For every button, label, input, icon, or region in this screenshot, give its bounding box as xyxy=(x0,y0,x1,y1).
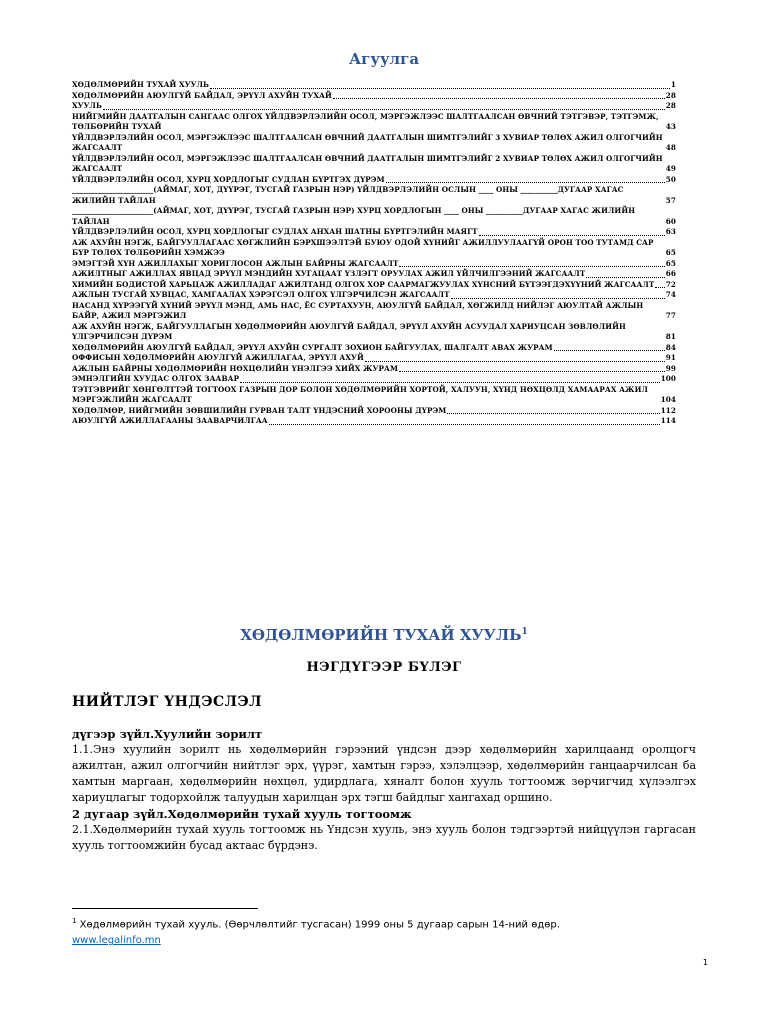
toc-entry-page: 66 xyxy=(665,269,676,278)
table-of-contents xyxy=(72,80,676,427)
toc-entry-text: ХИМИЙН БОДИСТОЙ ХАРЬЦАЖ АЖИЛЛАДАГ АЖИЛТАНД ОЛГОХ ХОР СААРМАГЖУУЛАХ ХҮНСНИЙ БҮТЭЭГДЭХҮҮНИЙ ЖАГСААЛТ xyxy=(72,279,655,289)
footnote-link[interactable]: www.legalinfo.mn xyxy=(72,935,161,947)
toc-entry-page: 99 xyxy=(665,363,676,373)
toc-entry-page: 50 xyxy=(665,174,676,184)
toc-entry[interactable] xyxy=(72,280,676,291)
toc-entry[interactable] xyxy=(72,206,676,227)
toc-entry-text: ЭМНЭЛГИЙН ХУУДАС ОЛГОХ ЗААВАР xyxy=(72,374,240,383)
toc-entry-text: АЮУЛГҮЙ АЖИЛЛАГААНЫ ЗААВАРЧИЛГАА xyxy=(72,416,268,425)
toc-dot-leader xyxy=(333,97,665,99)
toc-entry-page: 91 xyxy=(665,353,676,362)
toc-dot-leader xyxy=(210,87,670,89)
toc-dot-leader xyxy=(399,370,665,372)
toc-dot-leader xyxy=(240,381,660,383)
toc-entry-page: 114 xyxy=(660,416,676,425)
toc-entry-text: АЖ АХУЙН НЭГЖ, БАЙГУУЛЛАГЫН ХӨДӨЛМӨРИЙН АЮУЛГҮЙ БАЙДАЛ, ЭРҮҮЛ АХУЙН АСУУДАЛ ХАРИУЦСАН ЗӨВЛӨЛИЙН ҮЛГЭРЧИЛСЭН ДҮРЭМ xyxy=(72,321,626,341)
toc-entry-page: 84 xyxy=(665,342,676,352)
toc-dot-leader xyxy=(399,265,664,267)
toc-dot-leader xyxy=(269,423,660,425)
toc-entry-page: 72 xyxy=(665,279,676,289)
toc-entry-page: 63 xyxy=(665,227,676,236)
toc-entry[interactable] xyxy=(72,290,676,301)
toc-entry-text: ТЭТГЭВРИЙГ ХӨНГӨЛТТЭЙ ТОГТООХ ГАЗРЫН ДОР БОЛОН ХӨДӨЛМӨРИЙН ХОРТОЙ, ХАЛУУН, ХҮНД НӨХЦӨЛД ХАМААРАХ АЖИЛ МЭРГЭЖЛИЙН ЖАГСААЛТ xyxy=(72,384,648,404)
toc-entry[interactable] xyxy=(72,269,676,280)
toc-entry[interactable] xyxy=(72,364,676,375)
toc-dot-leader xyxy=(386,181,665,183)
toc-entry[interactable] xyxy=(72,91,676,102)
toc-dot-leader xyxy=(655,286,664,288)
toc-entry[interactable] xyxy=(72,374,676,385)
law-body xyxy=(72,726,696,854)
toc-entry-text: ҮЙЛДВЭРЛЭЛИЙН ОСОЛ, МЭРГЭЖЛЭЭС ШАЛТГААЛСАН ӨВЧНИЙ ДААТГАЛЫН ШИМТГЭЛИЙГ 3 ХУВИАР ТӨЛӨХ АЖИЛ ОЛГОГЧИЙН ЖАГСААЛТ xyxy=(72,132,663,152)
toc-entry[interactable] xyxy=(72,416,676,427)
toc-dot-leader xyxy=(554,349,665,351)
page-number: 1 xyxy=(702,958,708,967)
toc-dot-leader xyxy=(103,108,665,110)
toc-dot-leader xyxy=(451,297,665,299)
toc-entry[interactable] xyxy=(72,406,676,417)
article-1-heading: дүгээр зүйл.Хуулийн зорилт xyxy=(72,727,263,741)
law-title xyxy=(0,626,768,644)
toc-entry-text: ХУУЛЬ xyxy=(72,101,103,110)
toc-entry-page: 48 xyxy=(665,143,676,152)
toc-entry[interactable] xyxy=(72,259,676,270)
toc-entry-page: 74 xyxy=(665,290,676,299)
toc-entry[interactable] xyxy=(72,133,676,154)
section-heading: НИЙТЛЭГ ҮНДЭСЛЭЛ xyxy=(72,694,262,710)
toc-entry-text: АЖИЛТНЫГ АЖИЛЛАХ ЯВЦАД ЭРҮҮЛ МЭНДИЙН ХУГАЦААТ ҮЗЛЭГТ ОРУУЛАХ АЖИЛ ҮЙЛЧИЛГЭЭНИЙ ЖАГСААЛТ xyxy=(72,269,586,278)
toc-entry-text: НАСАНД ХҮРЭЭГҮЙ ХҮНИЙ ЭРҮҮЛ МЭНД, АМЬ НАС, ЁС СУРТАХУУН, АЮУЛГҮЙ БАЙДАЛ, ХӨГЖИЛД НИЙЛЭГ АЮУЛТАЙ АЖЛЫН БАЙР, АЖИЛ МЭРГЭЖИЛ xyxy=(72,300,644,320)
toc-entry-page: 77 xyxy=(665,311,676,320)
toc-entry-text: ХӨДӨЛМӨРИЙН АЮУЛГҮЙ БАЙДАЛ, ЭРҮҮЛ АХУЙН ТУХАЙ xyxy=(72,90,332,100)
toc-entry[interactable] xyxy=(72,101,676,112)
toc-entry-text: ХӨДӨЛМӨРИЙН ТУХАЙ ХУУЛЬ xyxy=(72,80,210,89)
toc-entry-text: АЖЛЫН ТУСГАЙ ХУВЦАС, ХАМГААЛАХ ХЭРЭГСЭЛ ОЛГОХ ҮЛГЭРЧИЛСЭН ЖАГСААЛТ xyxy=(72,290,450,299)
chapter-heading: НЭГДҮГЭЭР БҮЛЭГ xyxy=(306,660,462,675)
toc-entry[interactable] xyxy=(72,80,676,91)
toc-entry[interactable] xyxy=(72,322,676,343)
toc-entry[interactable] xyxy=(72,343,676,354)
toc-entry-page: 65 xyxy=(665,248,676,257)
toc-entry[interactable] xyxy=(72,175,676,186)
toc-entry-text: ЭМЭГТЭЙ ХҮН АЖИЛЛАХЫГ ХОРИГЛОСОН АЖЛЫН БАЙРНЫ ЖАГСААЛТ xyxy=(72,258,399,268)
toc-entry-text: АЖ АХУЙН НЭГЖ, БАЙГУУЛЛАГААС ХӨГЖЛИЙН БЭРХШЭЭЛТЭЙ БУЮУ ОДОЙ ХҮНИЙГ АЖИЛЛУУЛААГҮЙ ОРОН ТОО ТУТАМД САР БҮР ТӨЛӨХ ТӨЛБӨРИЙН ХЭМЖЭЭ xyxy=(72,237,654,257)
toc-entry[interactable] xyxy=(72,112,676,133)
footnote-text: Хөдөлмөрийн тухай хууль. (Өөрчлөлтийг тусгасан) 1999 оны 5 дугаар сарын 14-ний өдөр. xyxy=(76,919,560,931)
footnote-separator xyxy=(72,908,258,909)
toc-entry-page: 100 xyxy=(660,374,676,383)
toc-entry-text: ҮЙЛДВЭРЛЭЛИЙН ОСОЛ, ХУРЦ ХОРДЛОГЫГ СУДЛАХ АНХАН ШАТНЫ БҮРТГЭЛИЙН МАЯГТ xyxy=(72,227,478,236)
toc-entry[interactable] xyxy=(72,185,676,206)
toc-entry-page: 104 xyxy=(660,395,676,404)
toc-entry[interactable] xyxy=(72,301,676,322)
toc-entry-page: 43 xyxy=(665,122,676,131)
toc-entry-page: 81 xyxy=(665,332,676,341)
toc-entry-page: 112 xyxy=(660,405,676,415)
toc-entry-text: ______________________(АЙМАГ, ХОТ, ДҮҮРЭГ, ТУСГАЙ ГАЗРЫН НЭР) ҮЙЛДВЭРЛЭЛИЙН ОСЛЫН ____ ОНЫ __________ДУГААР ХАГАС ЖИЛИЙН ТАЙЛАН xyxy=(72,185,624,205)
toc-entry-text: ______________________(АЙМАГ, ХОТ, ДҮҮРЭГ, ТУСГАЙ ГАЗРЫН НЭР) ХУРЦ ХОРДЛОГЫН ____ ОНЫ __________ДУГААР ХАГАС ЖИЛИЙН ТАЙЛАН xyxy=(72,206,636,226)
toc-entry-page: 28 xyxy=(665,90,676,100)
toc-entry-text: ХӨДӨЛМӨР, НИЙГМИЙН ЗӨВШИЛИЙН ГУРВАН ТАЛТ ҮНДЭСНИЙ ХОРООНЫ ДҮРЭМ xyxy=(72,405,447,415)
toc-entry-text: ХӨДӨЛМӨРИЙН АЮУЛГҮЙ БАЙДАЛ, ЭРҮҮЛ АХУЙН СУРГАЛТ ЗОХИОН БАЙГУУЛАХ, ШАЛГАЛТ АВАХ ЖУРАМ xyxy=(72,342,553,352)
toc-entry[interactable] xyxy=(72,385,676,406)
toc-entry-page: 1 xyxy=(670,80,676,89)
toc-entry-text: ОФФИСЫН ХӨДӨЛМӨРИЙН АЮУЛГҮЙ АЖИЛЛАГАА, ЭРҮҮЛ АХУЙ xyxy=(72,353,364,362)
footnote xyxy=(72,913,712,949)
toc-entry-text: НИЙГМИЙН ДААТГАЛЫН САНГААС ОЛГОХ ҮЙЛДВЭРЛЭЛИЙН ОСОЛ, МЭРГЭЖЛЭЭС ШАЛТГААЛСАН ӨВЧНИЙ ТЭТГЭВЭР, ТЭТГЭМЖ, ТӨЛБӨРИЙН ТУХАЙ xyxy=(72,111,659,131)
law-title-text: ХӨДӨЛМӨРИЙН ТУХАЙ ХУУЛЬ xyxy=(240,626,522,644)
toc-entry-page: 60 xyxy=(665,216,676,226)
toc-entry[interactable] xyxy=(72,154,676,175)
article-1-text: 1.1.Энэ хуулийн зорилт нь хөдөлмөрийн гэрээний үндсэн дээр хөдөлмөрийн харилцаанд оролцогч ажилтан, ажил олгогчийн нийтлэг эрх, үүрэг, хамтын гэрээ, хэлэлцээр, хөдөлмөрийн ганцаарчилсан ба хамтын маргаан, хөдөлмөрийн нөхцөл, удирдлага, хяналт болон хууль тогтоомж зөрчигчид хүлээлгэх хариуцлагыг тодорхойлж талуудын харилцан эрх тэгш байдлыг хангахад оршино. xyxy=(72,743,696,804)
toc-entry-page: 57 xyxy=(665,195,676,205)
toc-dot-leader xyxy=(586,276,665,278)
toc-entry-text: ҮЙЛДВЭРЛЭЛИЙН ОСОЛ, МЭРГЭЖЛЭЭС ШАЛТГААЛСАН ӨВЧНИЙ ДААТГАЛЫН ШИМТГЭЛИЙГ 2 ХУВИАР ТӨЛӨХ АЖИЛ ОЛГОГЧИЙН ЖАГСААЛТ xyxy=(72,153,663,173)
toc-entry-page: 28 xyxy=(665,101,676,110)
toc-entry-text: ҮЙЛДВЭРЛЭЛИЙН ОСОЛ, ХУРЦ ХОРДЛОГЫГ СУДЛАН БҮРТГЭХ ДҮРЭМ xyxy=(72,174,385,184)
toc-entry-page: 49 xyxy=(665,164,676,173)
toc-dot-leader xyxy=(479,234,665,236)
toc-entry-text: АЖЛЫН БАЙРНЫ ХӨДӨЛМӨРИЙН НӨХЦӨЛИЙН ҮНЭЛГЭЭ ХИЙХ ЖУРАМ xyxy=(72,363,399,373)
toc-entry[interactable] xyxy=(72,353,676,364)
footnote-marker: 1 xyxy=(72,917,77,925)
footnote-ref[interactable]: 1 xyxy=(521,627,528,637)
article-2-heading: 2 дугаар зүйл.Хөдөлмөрийн тухай хууль тогтоомж xyxy=(72,807,412,821)
toc-title: Агуулга xyxy=(348,50,420,68)
toc-entry-page: 65 xyxy=(665,258,676,268)
article-2-text: 2.1.Хөдөлмөрийн тухай хууль тогтоомж нь Үндсэн хууль, энэ хууль болон тэдгээртэй нийцүүлэн гаргасан хууль тогтоомжийн бусад актаас бүрдэнэ. xyxy=(72,823,696,852)
toc-dot-leader xyxy=(447,412,659,414)
toc-entry[interactable] xyxy=(72,227,676,238)
toc-entry[interactable] xyxy=(72,238,676,259)
toc-dot-leader xyxy=(365,360,665,362)
